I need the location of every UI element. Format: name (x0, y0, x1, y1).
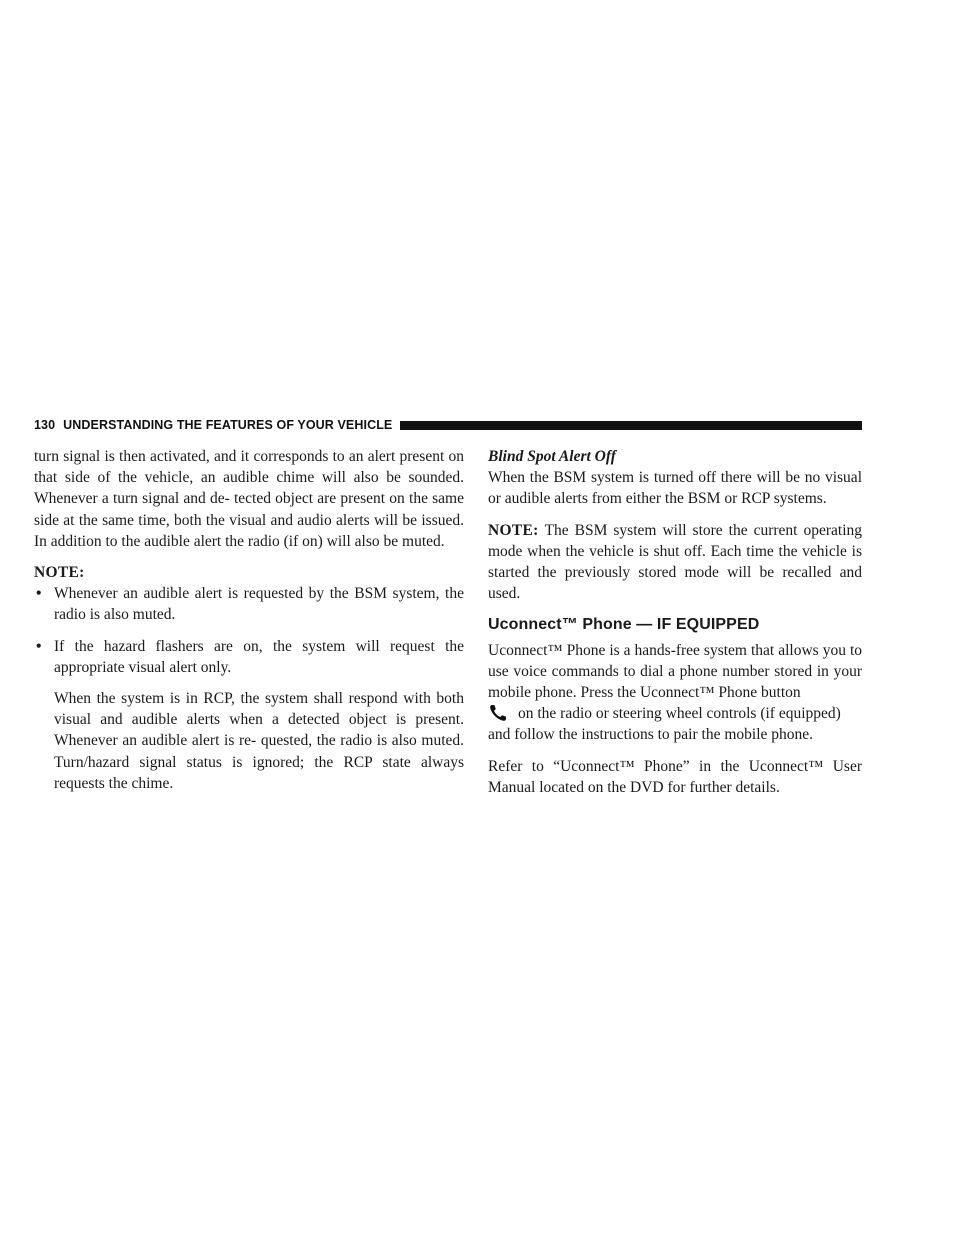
rcp-paragraph: When the system is in RCP, the system shall respond with both visual and audible alerts when a detected object is present. Whenever an audible alert is re- quested, the radio is also muted. Turn/hazard signal status is ignored; the RCP state always requests the chime. (54, 690, 464, 792)
bullet-icon: • (36, 637, 42, 655)
header-rule (400, 421, 862, 430)
list-item (34, 583, 464, 625)
list-item (34, 636, 464, 678)
right-column (488, 446, 862, 808)
uconnect-heading: Uconnect™ Phone — IF EQUIPPED (488, 616, 760, 634)
bullet-text: If the hazard flashers are on, the system will request the appropriate visual alert only. (54, 637, 464, 676)
page-header (34, 416, 862, 434)
uconnect-end-text: and follow the instructions to pair the mobile phone. (488, 726, 814, 744)
blind-spot-paragraph: When the BSM system is turned off there will be no visual or audible alerts from either the BSM or RCP systems. (488, 469, 862, 508)
note-bullet-list (34, 583, 464, 678)
note-label: NOTE: (34, 564, 85, 582)
uconnect-after-icon-text: on the radio or steering wheel controls (if equipped) (518, 705, 841, 723)
page-number: 130 (34, 418, 56, 432)
bullet-text: Whenever an audible alert is requested by the BSM system, the radio is also muted. (54, 585, 464, 624)
left-column (34, 446, 464, 794)
note-paragraph (488, 520, 862, 605)
blind-spot-heading: Blind Spot Alert Off (488, 448, 616, 465)
note-text: The BSM system will store the current operating mode when the vehicle is shut off. Each time the vehicle is started the previously stored mode will be recalled and used. (488, 521, 862, 603)
uconnect-paragraph: Uconnect™ Phone is a hands-free system that allows you to use voice commands to dial a phone number stored in your mobile phone. Press the Uconnect™ Phone button (488, 641, 862, 702)
note-label: NOTE: (488, 521, 539, 539)
uconnect-phone-line (488, 703, 862, 724)
phone-icon (488, 703, 508, 723)
bullet-icon: • (36, 585, 42, 603)
section-title: UNDERSTANDING THE FEATURES OF YOUR VEHICLE (63, 418, 393, 432)
refer-paragraph: Refer to “Uconnect™ Phone” in the Uconnect™ User Manual located on the DVD for further details. (488, 757, 862, 796)
intro-paragraph: turn signal is then activated, and it corresponds to an alert present on that side of the vehicle, an audible chime will also be sounded. Whenever a turn signal and de- tected object are present on the same side at the same time, both the visual and audio alerts will be issued. In addition to the audible alert the radio (if on) will also be muted. (34, 448, 464, 550)
